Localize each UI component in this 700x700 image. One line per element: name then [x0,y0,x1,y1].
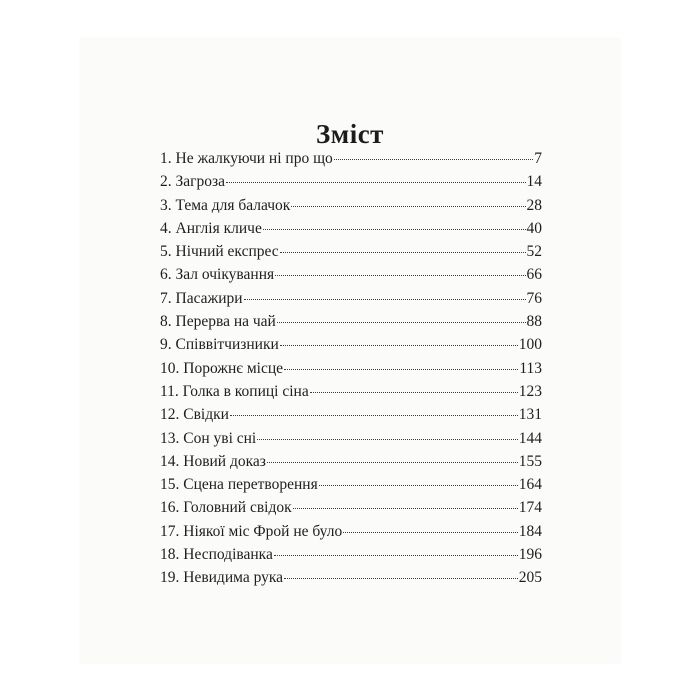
toc-entry-title: 19. Невидима рука [160,569,284,587]
toc-entry [160,450,542,473]
toc-entry [160,333,542,356]
dot-leader [334,159,533,160]
toc-entry-page: 52 [526,243,542,261]
toc-entry-title: 15. Сцена перетворення [160,476,318,494]
dot-leader [275,275,525,276]
toc-entry-page: 123 [518,382,542,400]
dot-leader [263,229,526,230]
toc-entry-title: 16. Головний свідок [160,499,292,517]
dot-leader [291,206,525,207]
toc-entry [160,496,542,519]
toc-entry-title: 12. Свідки [160,406,229,424]
toc-entry [160,380,542,403]
toc-entry [160,473,542,496]
toc-entry [160,217,542,240]
dot-leader [257,439,518,440]
toc-entry-page: 14 [526,173,542,191]
dot-leader [267,462,518,463]
toc-entry-page: 174 [518,499,542,517]
dot-leader [230,415,518,416]
toc-entry [160,170,542,193]
dot-leader [277,322,526,323]
toc-entry-title: 5. Нічний експрес [160,243,279,261]
toc-entry-title: 2. Загроза [160,173,226,191]
dot-leader [319,485,518,486]
dot-leader [284,369,518,370]
toc-entry-title: 4. Англія кличе [160,219,262,237]
toc-entry-title: 8. Перерва на чай [160,313,276,331]
toc-entry [160,566,542,589]
toc-entry [160,543,542,566]
toc-entry-title: 1. Не жалкуючи ні про що [160,150,333,167]
book-page [80,38,620,663]
toc-entry-page: 155 [518,452,542,470]
toc-entry-title: 18. Несподіванка [160,546,273,564]
toc-entry [160,263,542,286]
dot-leader [343,532,518,533]
toc-entry-page: 7 [534,150,542,167]
toc-entry-title: 7. Пасажири [160,289,243,307]
toc-entry-page: 100 [518,336,542,354]
toc-entry-title: 6. Зал очікування [160,266,275,284]
toc-entry-page: 164 [518,476,542,494]
toc-entry [160,287,542,310]
toc-entry-title: 14. Новий доказ [160,452,266,470]
toc-entry-page: 40 [526,219,542,237]
dot-leader [293,508,518,509]
dot-leader [310,392,518,393]
page-title: Зміст [316,119,384,150]
toc-entry-title: 3. Тема для балачок [160,196,291,214]
toc-entry-page: 196 [518,546,542,564]
toc-entry-page: 88 [526,313,542,331]
dot-leader [274,555,518,556]
toc-entry [160,520,542,543]
toc-entry-page: 205 [518,569,542,587]
toc-entry-title: 17. Ніякої міс Фрой не було [160,522,343,540]
toc-entry-title: 13. Сон уві сні [160,429,257,447]
toc-entry-page: 131 [518,406,542,424]
toc-entry [160,357,542,380]
toc-entry-page: 28 [526,196,542,214]
dot-leader [284,578,518,579]
toc-entry [160,310,542,333]
toc-entry-page: 66 [526,266,542,284]
toc-entry-page: 113 [519,359,542,377]
dot-leader [244,299,526,300]
toc-entry [160,194,542,217]
toc-entry-page: 144 [518,429,542,447]
dot-leader [280,345,518,346]
toc-entry-title: 10. Порожнє місце [160,359,284,377]
toc-entry-page: 184 [518,522,542,540]
dot-leader [280,252,526,253]
table-of-contents [160,147,542,590]
toc-entry-title: 11. Голка в копиці сіна [160,382,309,400]
dot-leader [226,182,525,183]
toc-entry [160,240,542,263]
toc-entry-page: 76 [526,289,542,307]
toc-entry [160,427,542,450]
toc-entry [160,147,542,170]
toc-entry-title: 9. Співвітчизники [160,336,279,354]
toc-entry [160,403,542,426]
